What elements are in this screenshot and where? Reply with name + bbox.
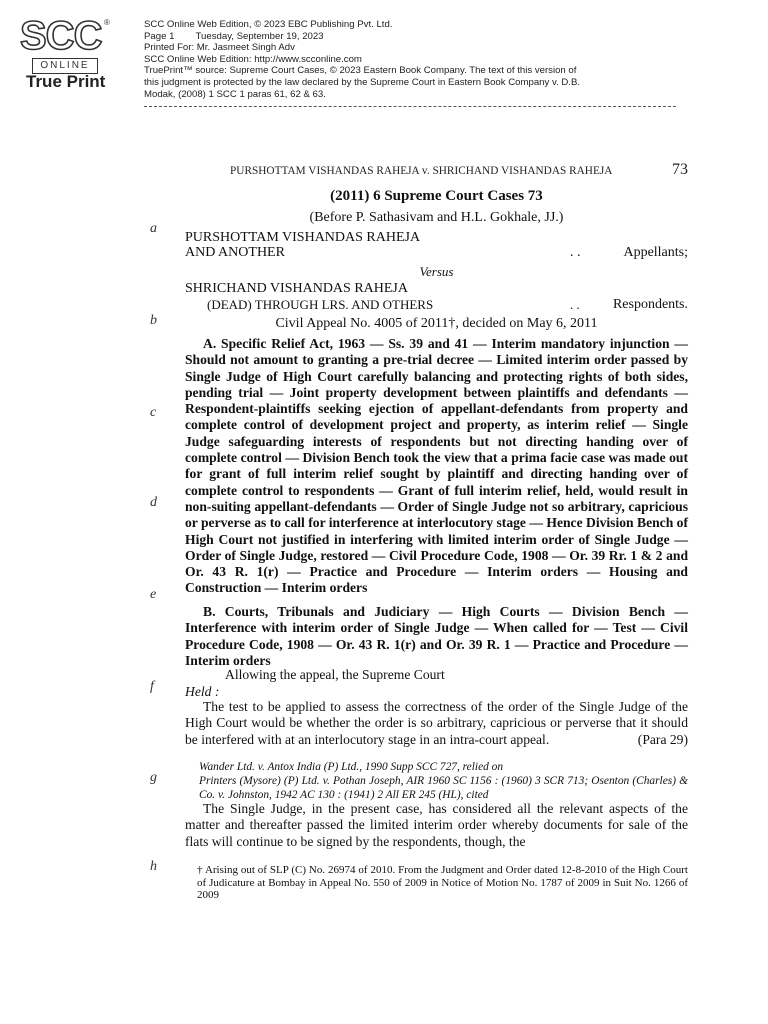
para-single-judge: The Single Judge, in the present case, has considered all the relevant aspects of the matter and thereafter passed the limited interim order whereby documents for sale of the flats will continue to be signed by the respondents, though, the [185,801,688,849]
margin-letter: d [150,495,157,510]
respondent-line2: (DEAD) THROUGH LRS. AND OTHERS [207,297,434,312]
respondent-role: Respondents. [612,297,688,312]
margin-letter: h [150,859,157,874]
logo-registered-mark: ® [104,18,110,27]
case-citations [199,760,688,802]
respondent-name: SHRICHAND VISHANDAS RAHEJA [185,281,408,296]
headnote-b: B. Courts, Tribunals and Judiciary — High Courts — Division Bench — Interference with interim order of Single Judge — When called for — Test — Civil Procedure Code, 1908 — Or. 43 R. 1(r) and Or. 39 R. 1 — Practice and Procedure — Interim orders [185,604,688,668]
appellant-line2: AND ANOTHER [185,245,285,260]
header-line: Page 1 Tuesday, September 19, 2023 [144,30,324,42]
header-line: SCC Online Web Edition: http://www.scconline.com [144,53,362,65]
margin-letter: c [150,405,157,420]
logo-online-text: ONLINE [32,58,98,74]
header-line: SCC Online Web Edition, © 2023 EBC Publishing Pvt. Ltd. [144,19,393,30]
margin-letter: f [150,679,154,694]
headnote-a: A. Specific Relief Act, 1963 — Ss. 39 and 41 — Interim mandatory injunction — Should not amount to granting a pre-trial decree — Limited interim order passed by Single Judge of High Court carefully balancing and protecting rights of both sides, pending trial — Joint property development between plaintiffs and defendants — Respondent-plaintiffs seeking ejection of appellant-defendants from property and complete control of development project and property, as interim relief — Single Judge safeguarding interests of respondents but not directing handing over of complete control — Division Bench took the view that a prima facie case was made out for grant of full interim relief sought by plaintiff and directing handing over of complete control to respondents — Grant of full interim relief, held, would result in non-suiting appellant-defendants — Order of Single Judge not so arbitrary, capricious or perverse as to call for interference at interlocutory stage — Hence Division Bench of High Court not justified in interfering with limited interim order of Single Judge — Order of Single Judge, restored — Civil Procedure Code, 1908 — Or. 39 Rr. 1 & 2 and Or. 43 R. 1(r) — Practice and Procedure — Interim orders — Housing and Construction — Interim orders [185,336,688,596]
margin-letter: e [150,587,157,602]
appellant-block [185,245,688,261]
margin-letter: b [150,313,157,328]
scc-online-logo [16,16,122,90]
margin-letter: g [150,770,157,785]
case-citation: Printers (Mysore) (P) Ltd. v. Pothan Joseph, AIR 1960 SC 1156 : (1960) 3 SCR 713; Osenton (Charles) & Co. v. Johnston, 1942 AC 130 : (1941) 2 All ER 245 (HL), cited [199,775,688,801]
running-head-text: PURSHOTTAM VISHANDAS RAHEJA v. SHRICHAND VISHANDAS RAHEJA [230,165,613,177]
appellant-role: Appellants; [623,245,688,260]
header-line: TruePrint™ source: Supreme Court Cases, © 2023 Eastern Book Company. The text of this version of [144,65,577,77]
para-test-text: The test to be applied to assess the correctness of the order of the Single Judge of the High Court would be whether the order is so arbitrary, capricious or perverse that it should be interfered with at an interlocutory stage in an intra-court appeal. [185,699,688,747]
header-line: this judgment is protected by the law declared by the Supreme Court in Eastern Book Company v. D.B. [144,76,581,88]
logo-true-print: True Print [26,72,106,91]
page-number: 73 [672,161,688,178]
appellant-dots: . . [570,245,581,260]
margin-letter: a [150,221,157,236]
appellant-name: PURSHOTTAM VISHANDAS RAHEJA [185,230,421,245]
header-line: Modak, (2008) 1 SCC 1 paras 61, 62 & 63. [144,88,326,100]
para-reference: (Para 29) [637,731,688,747]
running-head [230,161,688,178]
footnote: † Arising out of SLP (C) No. 26974 of 2010. From the Judgment and Order dated 12-8-2010 of the High Court of Judicature at Bombay in Appeal No. 550 of 2009 in Notice of Motion No. 1787 of 2009 in Suit No. 1266 of 2009 [197,864,688,901]
case-citation: Wander Ltd. v. Antox India (P) Ltd., 1990 Supp SCC 727, relied on [199,761,504,773]
para-test [185,699,688,748]
civil-appeal-line: Civil Appeal No. 4005 of 2011†, decided on May 6, 2011 [275,316,598,331]
header-line: Printed For: Mr. Jasmeet Singh Adv [144,42,295,54]
logo-scc-text: SCC [20,14,102,58]
versus: Versus [419,264,454,279]
print-header [144,19,664,100]
bench-line: (Before P. Sathasivam and H.L. Gokhale, JJ.) [309,210,564,225]
header-divider [144,106,676,107]
held-label: Held : [185,684,220,699]
respondent-block [185,297,688,313]
allowing-line: Allowing the appeal, the Supreme Court [225,667,445,682]
respondent-dots: . . [570,297,580,312]
citation-title: (2011) 6 Supreme Court Cases 73 [330,188,543,204]
